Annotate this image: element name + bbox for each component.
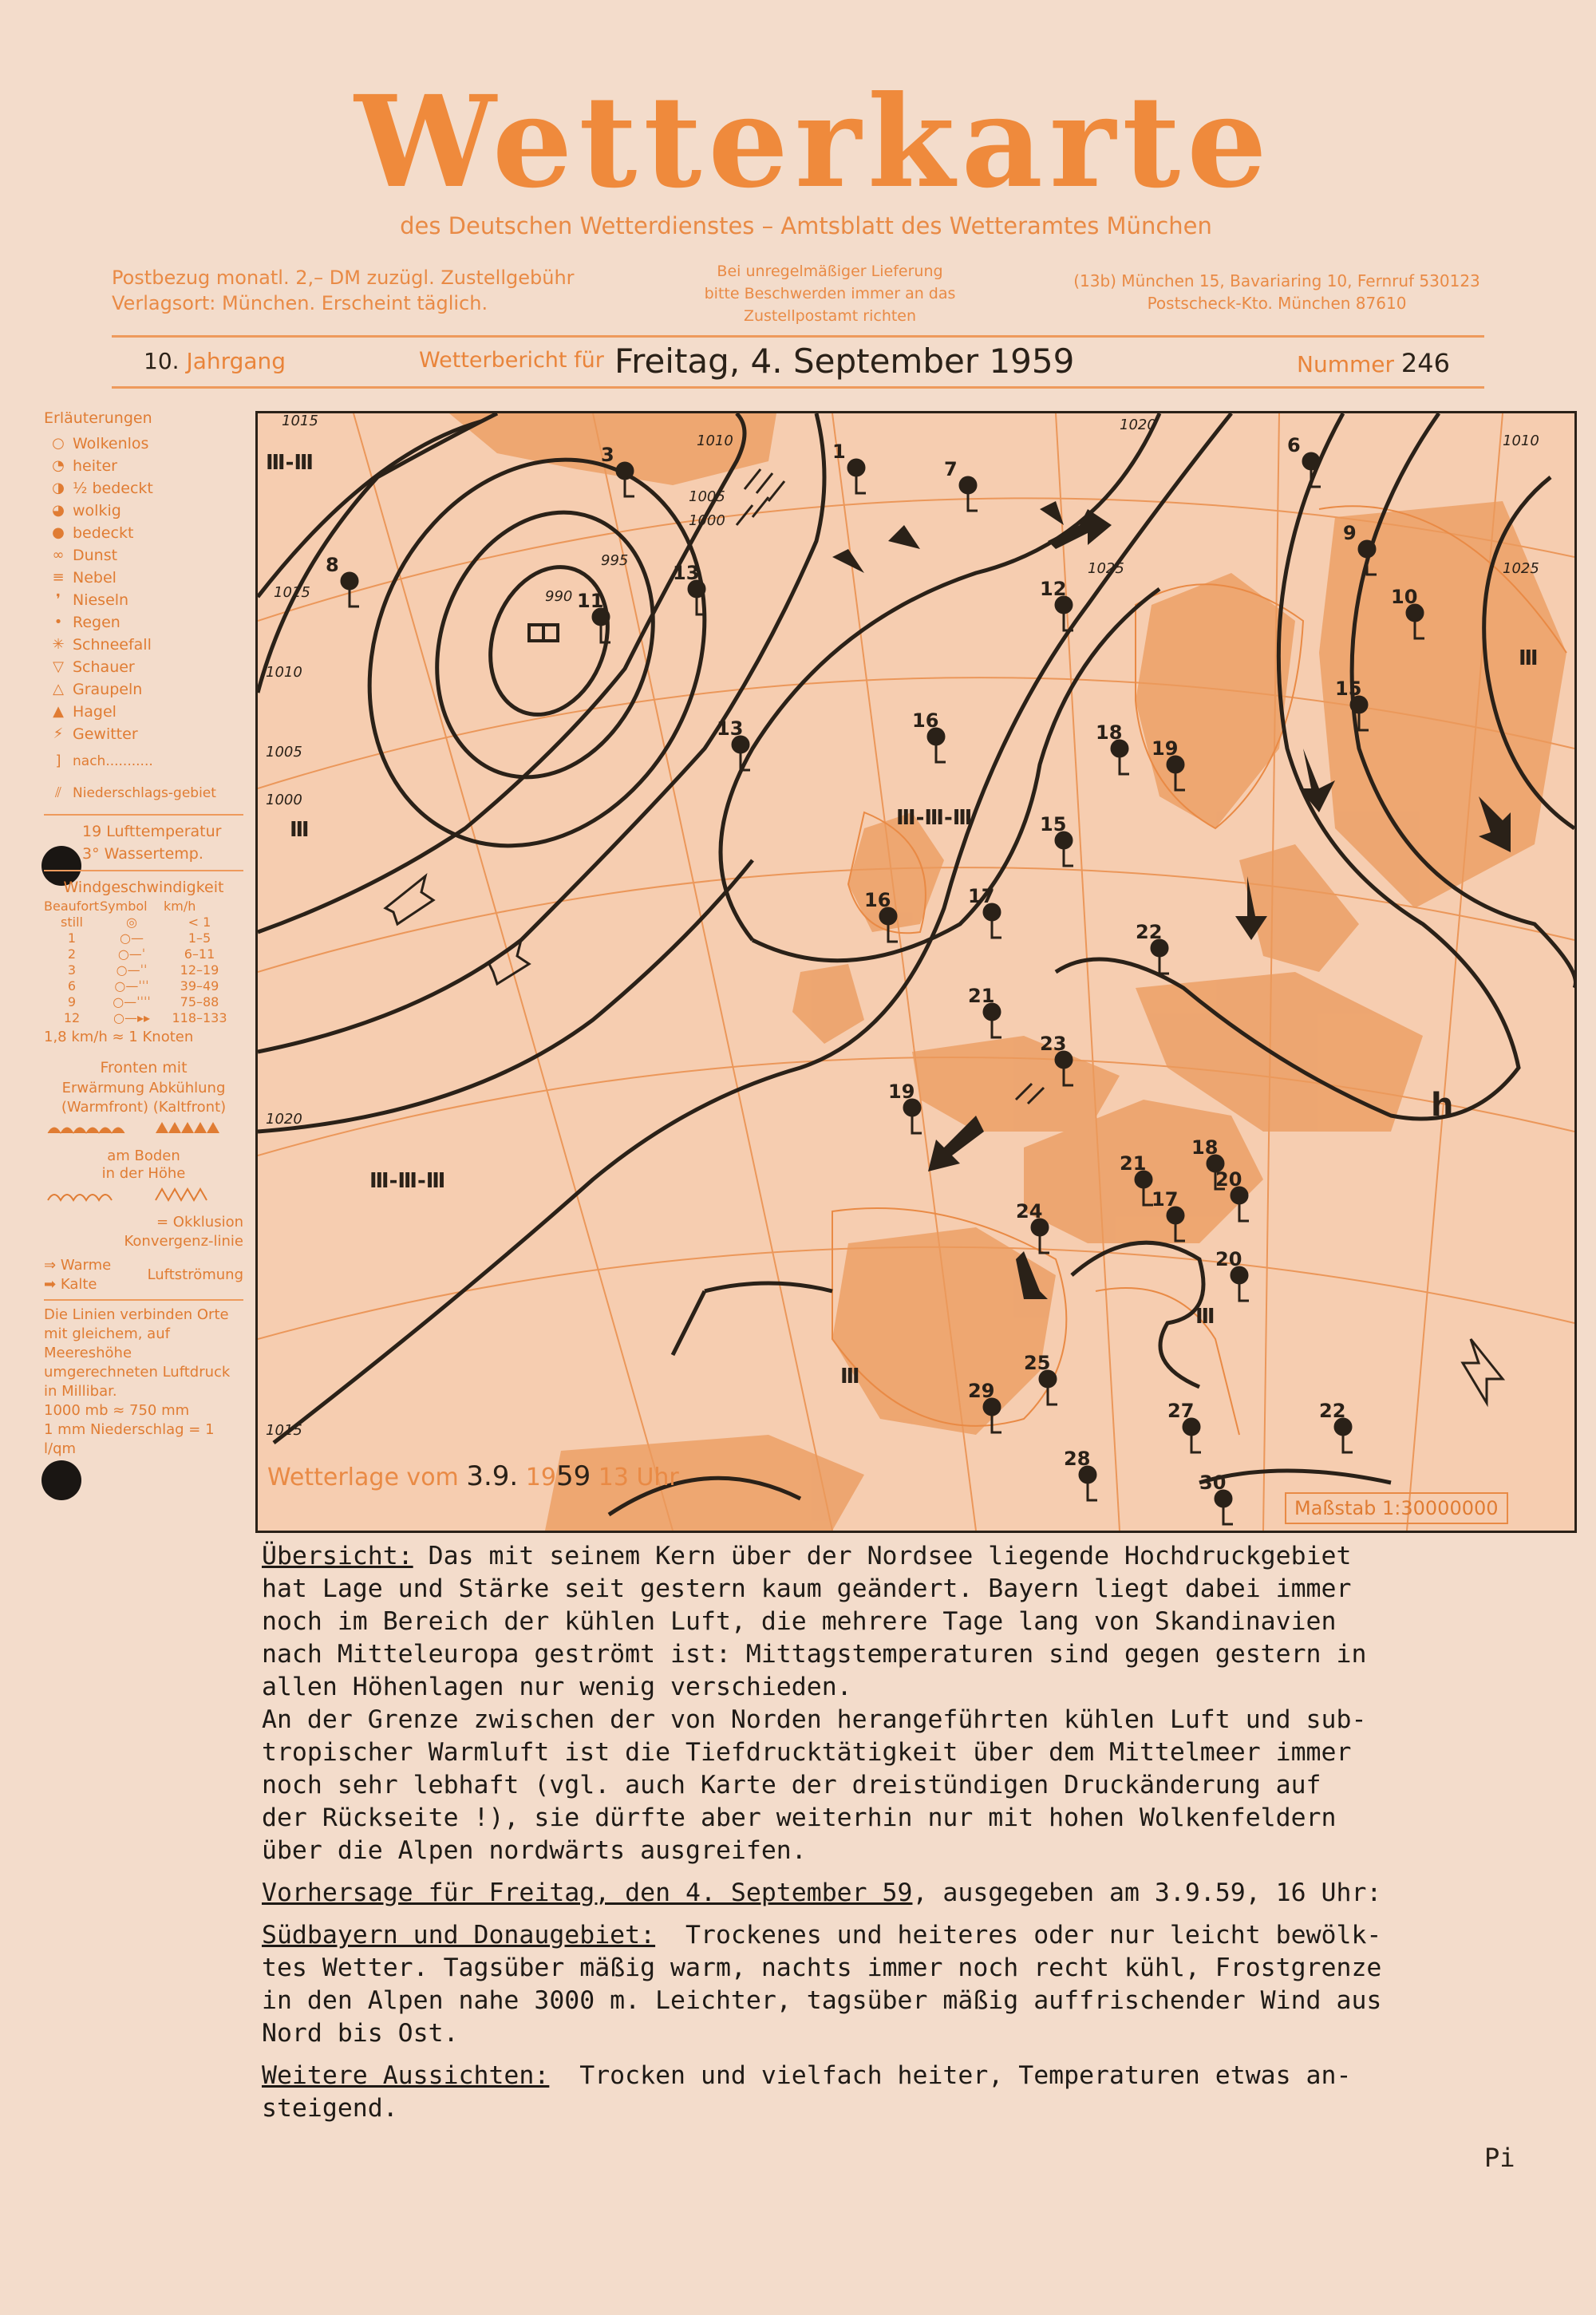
wind-barb-icon: [1048, 1387, 1057, 1404]
warm-arrow-icon: ⇒: [44, 1257, 57, 1274]
station-temperature: 15: [1335, 678, 1362, 700]
luftstroemung-label: Luftströmung: [147, 1266, 243, 1283]
legend-symbol-icon: ❜: [56, 591, 61, 608]
station-marker: [1199, 1472, 1233, 1524]
legend-item: [44, 477, 243, 500]
station-marker: [832, 440, 866, 493]
nummer-label: Nummer: [1297, 351, 1394, 377]
station-temperature: 13: [673, 562, 700, 584]
knot-note: 1,8 km/h ≈ 1 Knoten: [44, 1029, 194, 1045]
wind-barb-icon: [1064, 848, 1073, 866]
legend-item: [44, 701, 243, 723]
legend-symbol-icon: ◕: [52, 502, 65, 519]
station-cloud-icon: [848, 460, 864, 476]
isobar-label: 1025: [1088, 560, 1124, 577]
station-temperature: 10: [1391, 586, 1418, 608]
weather-map: [255, 411, 1577, 1533]
svg-text:Ⅲ-Ⅲ-Ⅲ: Ⅲ-Ⅲ-Ⅲ: [896, 806, 973, 830]
land-masses: [449, 413, 1566, 1531]
wind-barb-icon: [1159, 956, 1169, 974]
wind-row: [44, 915, 243, 930]
wind-barb-icon: [992, 1020, 1001, 1037]
legend-item: [44, 656, 243, 678]
isobar-label: 1010: [697, 433, 733, 449]
legend-item: [44, 544, 243, 567]
station-temperature: 21: [1120, 1152, 1147, 1175]
legend-symbol-icon: ]: [55, 753, 61, 769]
legend-item-label: Dunst: [73, 547, 118, 564]
vorhersage-label: Vorhersage für Freitag, den 4. September 59: [262, 1878, 913, 1907]
wind-barb-icon: [968, 493, 978, 511]
station-temperature: 29: [968, 1380, 995, 1402]
station-temperature: 18: [1191, 1136, 1219, 1159]
station-marker: [1064, 1448, 1097, 1500]
header-rule-bottom: [112, 386, 1484, 389]
report-date: Freitag, 4. September 1959: [614, 342, 1075, 381]
legend-item-label: Hagel: [73, 703, 117, 721]
hole-punch-bottom: [41, 1460, 81, 1500]
station-temperature: 17: [968, 885, 995, 907]
isobar-label: 1015: [274, 584, 310, 601]
weather-map-drawing: [258, 413, 1574, 1531]
wind-header-cell: Symbol: [100, 899, 148, 914]
pressure-centers: [529, 625, 558, 641]
isobar-label: 1000: [266, 792, 302, 808]
forecast-text: [262, 1540, 1570, 2125]
station-temperature: 22: [1136, 921, 1163, 943]
station-temperature: 17: [1152, 1188, 1179, 1211]
station-temperature: 24: [1016, 1200, 1043, 1223]
wind-cell: < 1: [188, 915, 211, 930]
svg-text:Ⅲ-Ⅲ-Ⅲ: Ⅲ-Ⅲ-Ⅲ: [369, 1169, 446, 1193]
vorhersage-rest: , ausgegeben am 3.9.59, 16 Uhr:: [912, 1878, 1382, 1907]
station-temperature: 3: [601, 444, 614, 466]
wind-barb-icon: [1191, 1435, 1201, 1452]
station-marker: [888, 1080, 922, 1133]
isobar-note: Die Linien verbinden Orte mit gleichem, auf Meereshöhe umgerechneten Luftdruck in Millibar.: [44, 1306, 231, 1400]
map-scale: Maßstab 1:30000000: [1285, 1492, 1508, 1524]
legend-item-label: Schneefall: [73, 636, 152, 654]
legend-item-label: Regen: [73, 614, 120, 631]
wind-barb-icon: [625, 479, 634, 496]
station-temperature: 8: [326, 554, 339, 576]
legend-item: [44, 455, 243, 477]
wind-barb-icon: [992, 920, 1001, 938]
station-temperature: 19: [888, 1080, 915, 1103]
nummer-value: 246: [1400, 348, 1450, 378]
svg-text:Ⅲ: Ⅲ: [840, 1365, 860, 1389]
station-marker: [1287, 434, 1321, 487]
surface-front-symbols: [44, 1117, 243, 1141]
aussichten-text: Trocken und vielfach heiter, Temperaturen etwas an- steigend.: [262, 2061, 1352, 2123]
wind-cell: 39–49: [180, 978, 219, 994]
stream-legend: [44, 1256, 243, 1294]
legend-symbol-icon: ∞: [52, 547, 65, 563]
okklusion-label: = Okklusion: [156, 1214, 243, 1231]
subscription-line-2: Verlagsort: München. Erscheint täglich.: [112, 292, 488, 314]
station-cloud-icon: [617, 463, 633, 479]
wind-barb-icon: [936, 745, 946, 762]
konvergenz-label: Konvergenz-linie: [124, 1233, 243, 1250]
caption-year: 59: [555, 1460, 591, 1492]
isobar-label: 1005: [689, 488, 725, 505]
wind-cell: 75–88: [180, 994, 219, 1009]
wind-barb-icon: [1239, 1283, 1249, 1301]
station-temperature: 20: [1215, 1248, 1242, 1270]
wind-row: [44, 1010, 243, 1026]
wind-row: [44, 930, 243, 946]
wind-barb-icon: [1343, 1435, 1353, 1452]
wind-header-cell: km/h: [164, 899, 196, 914]
kalte-label: Kalte: [60, 1276, 97, 1293]
wind-cell: ○—ˈ: [117, 946, 146, 962]
legend-item: [44, 634, 243, 656]
legend-item-label: wolkig: [73, 502, 121, 519]
wind-cell: 12: [63, 1010, 81, 1025]
legend-item: [44, 567, 243, 589]
legend-item: [44, 678, 243, 701]
legend-item: [44, 723, 243, 745]
isobar-label: 1015: [282, 413, 318, 429]
wind-cell: 12–19: [180, 962, 219, 978]
pressure-center-h: h: [1431, 1087, 1454, 1124]
legend-air-temp: 19 Lufttemperatur: [82, 823, 222, 840]
legend-item-label: Gewitter: [73, 725, 138, 743]
isobar-label: 1015: [266, 1422, 302, 1439]
wind-barb-icon: [856, 476, 866, 493]
isobar-label: 990: [545, 588, 573, 605]
legend-item: [44, 522, 243, 544]
wind-row: [44, 962, 243, 978]
legend-symbol-list: [44, 433, 243, 809]
wind-cell: ○—ˈˈˈˈ: [113, 994, 151, 1009]
svg-text:Ⅲ: Ⅲ: [1195, 1305, 1215, 1329]
station-marker: [944, 458, 978, 511]
wind-header-cell: Beaufort: [44, 899, 100, 914]
station-marker: [912, 709, 946, 762]
subscription-info: [112, 265, 670, 316]
wind-table: [44, 915, 243, 1026]
mb-note: 1000 mb ≈ 750 mm: [44, 1402, 190, 1419]
station-temperature: 9: [1343, 522, 1357, 544]
legend-symbol-icon: ✳: [52, 636, 65, 653]
isobar-label: 1000: [689, 512, 725, 529]
wind-cell: 3: [67, 962, 77, 978]
wind-cell: ○—: [120, 930, 144, 946]
isobar-label: 1005: [266, 744, 302, 760]
wind-cell: 118–133: [172, 1010, 227, 1025]
legend-item-label: Niederschlags-gebiet: [73, 785, 216, 801]
header-rule-top: [112, 335, 1484, 338]
station-marker: [1040, 813, 1073, 866]
wind-barb-icon: [1120, 757, 1129, 774]
am-boden-label: am Boden: [107, 1148, 180, 1164]
station-marker: [1096, 721, 1129, 774]
station-temperature: 6: [1287, 434, 1301, 456]
wind-row: [44, 946, 243, 962]
upper-front-symbols: [44, 1183, 243, 1207]
legend-item: [44, 611, 243, 634]
in-der-hoehe-label: in der Höhe: [101, 1165, 186, 1182]
wind-cell: 1–5: [188, 930, 211, 946]
wind-cell: ○—ˈˈˈ: [114, 978, 149, 994]
legend-symbol-icon: ◔: [52, 457, 65, 474]
legend-title: Erläuterungen: [44, 409, 152, 427]
legend-item-label: nach...........: [73, 753, 153, 769]
legend-item: [44, 433, 243, 455]
jahrgang-label: Jahrgang: [186, 348, 286, 374]
station-cloud-icon: [342, 573, 358, 589]
station-temperature: 27: [1167, 1400, 1195, 1422]
legend-item-label: bedeckt: [73, 524, 134, 542]
wind-barb-icon: [1223, 1507, 1233, 1524]
isobar-label: 1010: [266, 664, 302, 681]
wind-barb-icon: [1088, 1483, 1097, 1500]
cold-front: [832, 501, 1064, 573]
warme-label: Warme: [60, 1257, 112, 1274]
legend-item: [44, 500, 243, 522]
wind-row: [44, 994, 243, 1010]
jahrgang: [144, 348, 286, 374]
wind-cell: 1: [67, 930, 77, 946]
station-temperature: 18: [1096, 721, 1123, 744]
legend-symbol-icon: •: [53, 614, 63, 630]
rain-note: 1 mm Niederschlag = 1 l/qm: [44, 1421, 215, 1457]
isobar-label: 1025: [1503, 560, 1539, 577]
wind-cell: still: [61, 915, 83, 930]
legend-symbol-icon: ◑: [52, 480, 65, 496]
cold-arrow-icon: ➡: [44, 1276, 57, 1293]
caption-year-prefix: 19: [525, 1464, 556, 1491]
legend-item-label: Nieseln: [73, 591, 129, 609]
station-marker: [968, 985, 1001, 1037]
caption-date: 3.9.: [466, 1460, 519, 1492]
isobar-label: 1020: [266, 1111, 302, 1128]
wind-barb-icon: [912, 1116, 922, 1133]
isobar-label: 1010: [1503, 433, 1539, 449]
station-temperature: 19: [1152, 737, 1179, 760]
wind-cell: 6–11: [184, 946, 215, 962]
wind-row: [44, 978, 243, 994]
legend-item-label: Schauer: [73, 658, 135, 676]
wind-cell: 6: [67, 978, 77, 994]
map-caption: [267, 1460, 679, 1492]
svg-text:Ⅲ-Ⅲ: Ⅲ-Ⅲ: [266, 451, 314, 475]
bericht-label: Wetterbericht für: [419, 348, 604, 373]
legend-item-label: Graupeln: [73, 681, 143, 698]
station-temperature: 16: [864, 889, 891, 911]
delivery-line-2: bitte Beschwerden immer an das: [704, 285, 956, 302]
station-marker: [1215, 1248, 1249, 1301]
isobar-label: 1020: [1120, 417, 1156, 433]
fronts-title: Fronten mit: [100, 1059, 188, 1077]
signature: Pi: [1484, 2143, 1515, 2173]
caption-prefix: Wetterlage vom: [267, 1464, 459, 1491]
station-cloud-icon: [1359, 541, 1375, 557]
station-temperature: 15: [1040, 813, 1067, 836]
legend-symbol-icon: △: [53, 681, 64, 697]
jahrgang-number: 10.: [144, 348, 180, 374]
aussichten-label: Weitere Aussichten:: [262, 2061, 550, 2090]
masthead-subtitle: des Deutschen Wetterdienstes – Amtsblatt des Wetteramtes München: [400, 212, 1212, 239]
legend-item-label: ½ bedeckt: [73, 480, 153, 497]
address-info: [1029, 270, 1524, 314]
station-temperature: 7: [944, 458, 958, 480]
legend-item: [44, 777, 243, 809]
legend-symbol-icon: ●: [52, 524, 65, 541]
legend-symbol-icon: ○: [52, 435, 65, 452]
wind-cell: 2: [67, 946, 77, 962]
legend-item: [44, 745, 243, 777]
legend-symbol-icon: ≡: [52, 569, 65, 586]
address-line-1: (13b) München 15, Bavariaring 10, Fernruf 530123: [1073, 271, 1480, 290]
legend-symbol-icon: ▲: [53, 703, 64, 720]
wind-barb-icon: [1040, 1235, 1049, 1253]
station-temperature: 11: [577, 590, 604, 612]
station-marker: [673, 562, 706, 614]
wind-cell: ◎: [126, 915, 137, 930]
station-temperature: 22: [1319, 1400, 1346, 1422]
station-marker: [1167, 1400, 1201, 1452]
uebersicht-text: Das mit seinem Kern über der Nordsee liegende Hochdruckgebiet hat Lage und Stärke seit gestern kaum geändert. Bayern liegt dabei immer noch im Bereich der kühlen Luft, die mehrere Tage lang von Skandinavien nach Mitteleuropa geströmt ist: Mittagstemperaturen sind gegen gestern in allen Höhenlagen nur wenig verschieden. An der Grenze zwischen der von Norden herangeführten kühlen Luft und sub- tropischer Warmluft ist die Tiefdrucktätigkeit über dem Mittelmeer immer noch sehr lebhaft (vgl. auch Karte der dreistündigen Druckänderung auf der Rückseite !), sie dürfte aber weiterhin nur mit hohen Wolkenfeldern über die Alpen nordwärts ausgreifen.: [262, 1542, 1367, 1865]
station-cloud-icon: [960, 477, 976, 493]
legend-water-temp: 3° Wassertemp.: [82, 845, 203, 863]
legend-item-label: Wolkenlos: [73, 435, 149, 452]
uebersicht-label: Übersicht:: [262, 1542, 413, 1570]
svg-text:Ⅲ: Ⅲ: [1519, 646, 1539, 670]
delivery-line-3: Zustellpostamt richten: [743, 307, 917, 325]
fronts-sub-1: Erwärmung Abkühlung: [61, 1080, 226, 1096]
legend-symbol-icon: ⚡: [53, 725, 64, 742]
legend-item-label: heiter: [73, 457, 117, 475]
delivery-line-1: Bei unregelmäßiger Lieferung: [717, 263, 943, 280]
masthead-title: Wetterkarte: [354, 69, 1274, 216]
issue-number: [1297, 348, 1450, 378]
wind-cell: ○—▸▸: [113, 1010, 151, 1025]
legend-symbol-icon: ▽: [53, 658, 64, 675]
isobar-label: 995: [601, 552, 629, 569]
suedbayern-label: Südbayern und Donaugebiet:: [262, 1921, 656, 1950]
station-marker: [1319, 1400, 1353, 1452]
address-line-2: Postscheck-Kto. München 87610: [1147, 294, 1407, 313]
wind-barb-icon: [1239, 1203, 1249, 1221]
station-temperature: 12: [1040, 578, 1067, 600]
legend-item: [44, 589, 243, 611]
station-temperature: 23: [1040, 1033, 1067, 1055]
legend-panel: [44, 407, 243, 1459]
subscription-line-1: Postbezug monatl. 2,– DM zuzügl. Zustellgebühr: [112, 267, 575, 289]
suedbayern-text: Trockenes und heiteres oder nur leicht bewölk- tes Wetter. Tagsüber mäßig warm, nachts immer noch recht kühl, Frostgrenze in den Alpen nahe 3000 m. Leichter, tagsüber mäßig auffrischender Wind aus Nord bis Ost.: [262, 1921, 1382, 2048]
station-temperature: 1: [832, 440, 846, 463]
station-temperature: 16: [912, 709, 939, 732]
station-temperature: 21: [968, 985, 995, 1007]
delivery-notice: [686, 260, 974, 327]
station-temperature: 20: [1215, 1168, 1242, 1191]
legend-symbol-icon: ⫽: [54, 784, 62, 801]
station-cloud-icon: [1303, 453, 1319, 469]
fronts-sub-2: (Warmfront) (Kaltfront): [61, 1099, 227, 1116]
legend-item-label: Nebel: [73, 569, 117, 587]
station-temperature: 13: [717, 717, 744, 740]
station-temperature: 28: [1064, 1448, 1091, 1470]
station-temperature: 25: [1024, 1352, 1051, 1374]
legend-wind-title: Windgeschwindigkeit: [63, 879, 224, 896]
caption-time: 13 Uhr: [598, 1464, 679, 1491]
station-temperature: 30: [1199, 1472, 1227, 1494]
wind-table-header: [44, 899, 243, 915]
wind-cell: 9: [67, 994, 77, 1009]
wind-cell: ○—ˈˈ: [116, 962, 148, 978]
svg-text:Ⅲ: Ⅲ: [290, 818, 310, 842]
